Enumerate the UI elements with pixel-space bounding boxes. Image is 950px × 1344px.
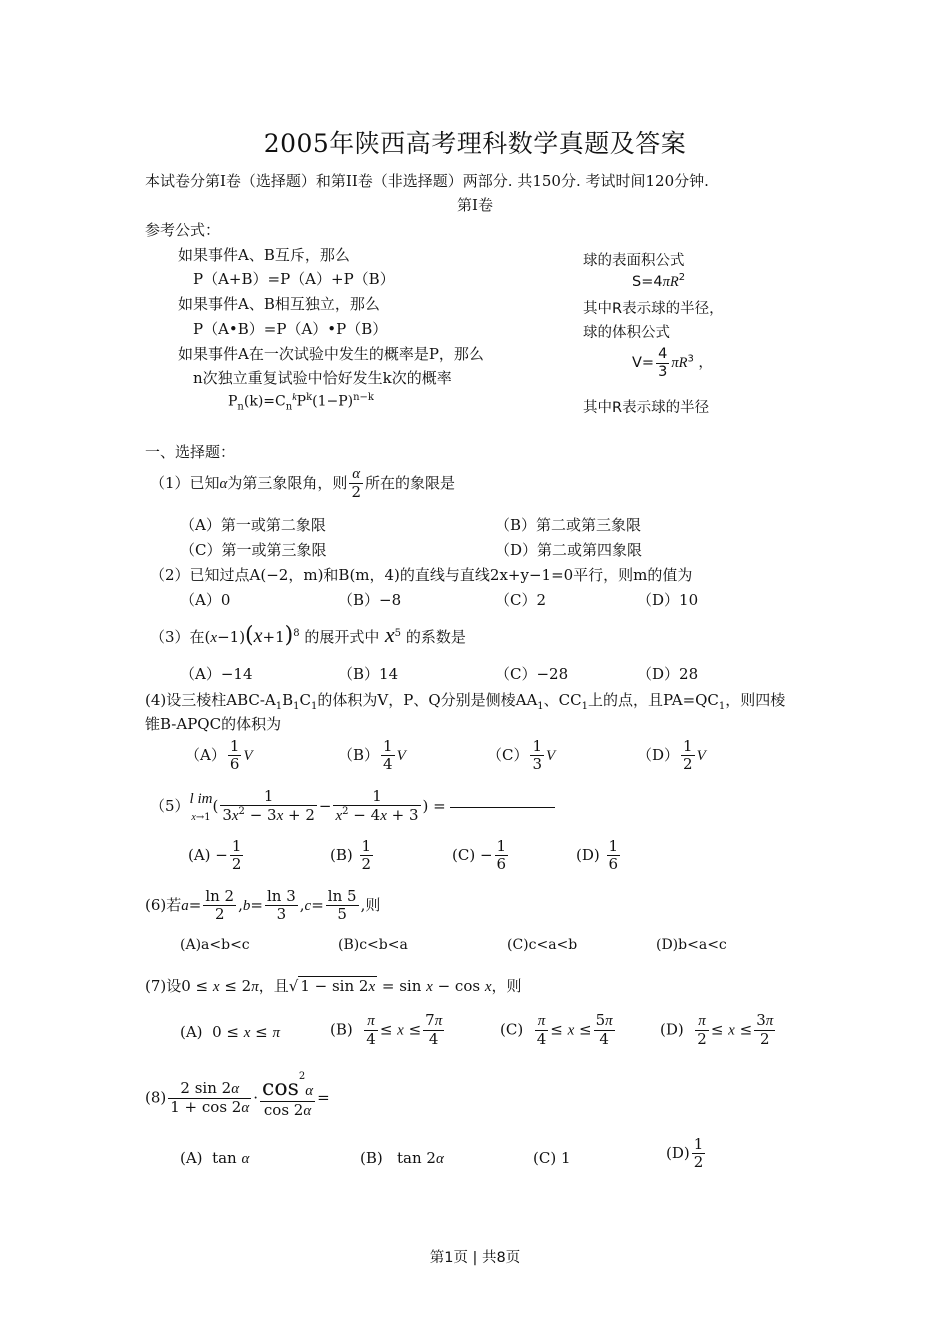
q8-option-c: (C) 1: [533, 1149, 571, 1167]
q6-option-a: (A)a<b<c: [180, 937, 250, 953]
section-heading: 一、选择题：: [145, 443, 236, 461]
exam-intro: 本试卷分第I卷（选择题）和第II卷（非选择题）两部分. 共150分. 考试时间120分钟.: [145, 172, 709, 190]
question-4-stem: (4)设三棱柱ABC-$A_1B_1C_1$的体积为V，P、Q分别是侧棱$AA_1$、$CC_1$上的点，且$PA=QC_1$，则四棱: [145, 691, 786, 712]
formula-line: n次独立重复试验中恰好发生k次的概率: [193, 369, 452, 387]
q7-option-b: (B) $\frac{\pi}{4}$ ≤ x ≤ $\frac{7\pi}{4}$: [330, 1011, 443, 1049]
volume-heading: 第I卷: [457, 196, 493, 214]
q2-option-d: （D）10: [637, 591, 699, 609]
formula-line: P（A+B）=P（A）+P（B）: [193, 270, 395, 288]
question-4-stem-cont: 锥B-APQC的体积为: [145, 715, 282, 733]
q7-option-a: (A) 0 ≤ x ≤ π: [180, 1023, 281, 1041]
formulas-heading: 参考公式：: [145, 221, 221, 239]
binomial-formula: $P_n(k)=C_n^kP^k(1-P)^{n-k}$: [228, 392, 374, 413]
page-title: 2005年陕西高考理科数学真题及答案: [263, 129, 687, 158]
q2-option-a: （A）0: [180, 591, 231, 609]
answer-blank: [450, 806, 555, 808]
sphere-volume-formula: V= $\frac{4}{3}$ $\pi R^3$ ，: [632, 346, 713, 380]
question-8-stem: (8) $\frac{2 \sin 2\alpha}{1 + \cos 2\alpha}$ · $\frac{\cos^2\alpha}{\cos 2\alpha}$ =: [145, 1071, 330, 1120]
formula-line: 如果事件A、B互斥，那么: [178, 246, 350, 264]
q8-option-d: (D) $\frac{1}{2}$: [666, 1135, 704, 1172]
q4-option-b: （B） $\frac{1}{4}$ V: [338, 737, 406, 774]
q5-option-c: (C) − $\frac{1}{6}$: [452, 837, 507, 874]
question-3-stem: （3）在$(x-1)(x+1)^8$ 的展开式中 $x^5$ 的系数是: [150, 622, 466, 648]
sphere-volume-label: 球的体积公式: [583, 325, 670, 341]
q7-option-c: (C) $\frac{\pi}{4}$ ≤ x ≤ $\frac{5\pi}{4}$: [500, 1011, 613, 1049]
q4-option-c: （C） $\frac{1}{3}$ V: [487, 737, 556, 774]
question-5-stem: （5）l im x→1( $\frac{1}{3x^2 - 3x + 2}$ − $\frac{1}{x^2 - 4x + 3}$ ) =: [150, 788, 555, 826]
question-1-stem: （1）已知α为第三象限角，则 $\frac{\alpha}{2}$ 所在的象限是: [150, 466, 455, 502]
q3-option-a: （A）−14: [180, 665, 253, 683]
q4-option-a: （A） $\frac{1}{6}$ V: [185, 737, 253, 774]
formula-line: 如果事件A在一次试验中发生的概率是P，那么: [178, 345, 484, 363]
q6-option-b: (B)c<b<a: [338, 937, 408, 953]
q6-option-d: (D)b<a<c: [656, 937, 727, 953]
q7-option-d: (D) $\frac{\pi}{2}$ ≤ x ≤ $\frac{3\pi}{2}$: [660, 1011, 774, 1049]
sphere-area-formula: $S=4\pi R^2$: [632, 272, 686, 290]
q3-option-b: （B）14: [338, 665, 399, 683]
formula-line: P（A•B）=P（A）•P（B）: [193, 320, 388, 338]
sphere-area-label: 球的表面积公式: [583, 253, 685, 269]
question-6-stem: (6)若a= $\frac{\ln 2}{2}$ ,b= $\frac{\ln 3}{3}$ ,c= $\frac{\ln 5}{5}$ ,则: [145, 887, 381, 924]
question-2-stem: （2）已知过点A(−2，m)和B(m，4)的直线与直线2x+y−1=0平行，则m的值为: [150, 566, 693, 584]
radius-note: 其中R表示球的半径，: [583, 301, 724, 317]
q8-option-b: (B) tan 2α: [360, 1149, 444, 1167]
q1-option-b: （B）第二或第三象限: [495, 516, 642, 534]
q2-option-c: （C）2: [495, 591, 547, 609]
question-7-stem: (7)设0 ≤ x ≤ 2π，且√ 1 − sin 2x = sin x − cos x，则: [145, 977, 522, 995]
page-footer: 第1页 | 共8页: [429, 1250, 521, 1266]
formula-line: 如果事件A、B相互独立，那么: [178, 295, 380, 313]
q6-option-c: (C)c<a<b: [507, 937, 578, 953]
q2-option-b: （B）−8: [338, 591, 402, 609]
q3-option-d: （D）28: [637, 665, 699, 683]
q4-option-d: （D） $\frac{1}{2}$ V: [637, 737, 706, 774]
q8-option-a: (A) tan α: [180, 1149, 250, 1167]
q3-option-c: （C）−28: [495, 665, 569, 683]
q1-option-c: （C）第一或第三象限: [180, 541, 327, 559]
q1-option-d: （D）第二或第四象限: [495, 541, 643, 559]
radius-note: 其中R表示球的半径: [583, 400, 710, 416]
q5-option-d: (D) $\frac{1}{6}$: [576, 837, 619, 874]
q5-option-a: (A) − $\frac{1}{2}$: [188, 837, 242, 874]
q1-option-a: （A）第一或第二象限: [180, 516, 326, 534]
q5-option-b: (B) $\frac{1}{2}$: [330, 837, 372, 874]
